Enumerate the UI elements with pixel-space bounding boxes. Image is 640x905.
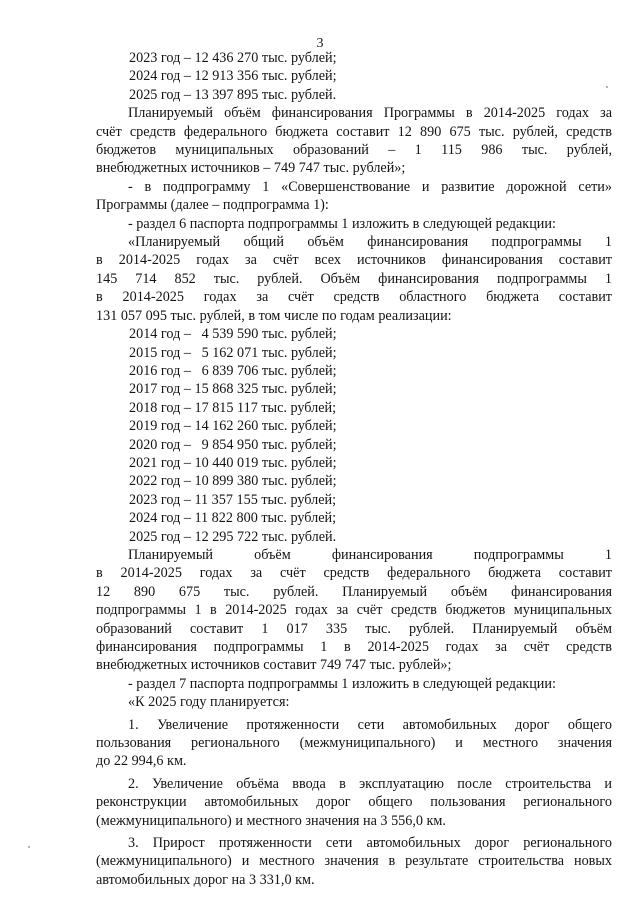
- page-number: 3: [316, 36, 324, 51]
- section-7-instruction: - раздел 7 паспорта подпрограммы 1 изложить в следующей редакции:: [128, 675, 556, 692]
- text-line: до 22 994,6 км.: [96, 753, 187, 770]
- program-funding-paragraph: [96, 104, 612, 178]
- text-line: внебюджетных источников составит 749 747 тыс. рублей»;: [96, 657, 452, 674]
- text-line: счёт средств федерального бюджета составит 12 890 675 тыс. рублей, средств: [96, 123, 612, 140]
- text-line: в 2014-2025 годах за счёт всех источников финансирования составит: [96, 252, 612, 269]
- text-line: реконструкции автомобильных дорог общего пользования регионального: [96, 794, 612, 811]
- year-line: 2017 год – 15 868 325 тыс. рублей;: [129, 381, 337, 398]
- text-line: автомобильных дорог на 3 331,0 км.: [96, 871, 315, 888]
- plan-point-1: [96, 716, 612, 771]
- intro-year-list: [96, 49, 612, 104]
- year-line: 2024 год – 11 822 800 тыс. рублей;: [129, 510, 337, 527]
- year-line: 2023 год – 12 436 270 тыс. рублей;: [129, 50, 337, 66]
- text-line: 12 890 675 тыс. рублей. Планируемый объём финансирования: [96, 583, 612, 600]
- text-line: 131 057 095 тыс. рублей, в том числе по годам реализации:: [96, 307, 452, 324]
- text-line: бюджетов муниципальных образований – 1 115 986 тыс. рублей,: [96, 142, 612, 159]
- subprogram-funding-paragraph: [96, 233, 612, 325]
- subprogram-amendment: [96, 178, 612, 215]
- plan-point-2: [96, 775, 612, 830]
- text-line: подпрограммы 1 в 2014-2025 годах за счёт средств бюджетов муниципальных: [96, 602, 612, 619]
- text-line: финансирования подпрограммы 1 в 2014-2025 годах за счёт средств: [96, 639, 612, 655]
- text-line: Планируемый объём финансирования Программы в 2014-2025 годах за: [128, 105, 612, 122]
- document-body: [96, 49, 612, 889]
- year-line: 2022 год – 10 899 380 тыс. рублей;: [129, 473, 337, 490]
- other-sources-paragraph: [96, 546, 612, 675]
- text-line: 3. Прирост протяженности сети автомобильных дорог регионального: [128, 835, 612, 852]
- year-line: 2018 год – 17 815 117 тыс. рублей;: [129, 399, 337, 416]
- text-line: в 2014-2025 годах за счёт средств федерального бюджета составит: [96, 565, 612, 582]
- text-line: (межмуниципального) и местного значения в результате строительства новых: [96, 853, 612, 870]
- subprogram-year-list: [96, 325, 612, 546]
- year-line: 2024 год – 12 913 356 тыс. рублей;: [129, 68, 337, 85]
- text-line: внебюджетных источников – 749 747 тыс. рублей»;: [96, 160, 406, 177]
- text-line: «Планируемый общий объём финансирования подпрограммы 1: [128, 234, 612, 251]
- year-line: 2019 год – 14 162 260 тыс. рублей;: [129, 418, 337, 435]
- text-line: - в подпрограмму 1 «Совершенствование и развитие дорожной сети»: [128, 178, 612, 195]
- year-line: 2020 год – 9 854 950 тыс. рублей;: [129, 436, 337, 453]
- text-line: образований составит 1 017 335 тыс. рублей. Планируемый объём: [96, 620, 612, 637]
- text-line: Планируемый объём финансирования подпрограммы 1: [128, 546, 612, 563]
- year-line: 2025 год – 12 295 722 тыс. рублей.: [129, 528, 337, 545]
- text-line: (межмуниципального) и местного значения на 3 556,0 км.: [96, 812, 446, 829]
- year-line: 2016 год – 6 839 706 тыс. рублей;: [129, 362, 337, 379]
- section-6-instruction: - раздел 6 паспорта подпрограммы 1 изложить в следующей редакции:: [128, 215, 556, 232]
- year-line: 2025 год – 13 397 895 тыс. рублей.: [129, 86, 337, 103]
- year-line: 2014 год – 4 539 590 тыс. рублей;: [129, 326, 337, 343]
- text-line: в 2014-2025 годах за счёт средств областного бюджета составит: [96, 289, 612, 306]
- scan-speck: [28, 846, 30, 848]
- text-line: Программы (далее – подпрограмма 1):: [96, 197, 329, 214]
- plan-point-3: [96, 834, 612, 889]
- text-line: пользования регионального (межмуниципального) и местного значения: [96, 735, 612, 752]
- year-line: 2021 год – 10 440 019 тыс. рублей;: [129, 454, 337, 471]
- text-line: 2. Увеличение объёма ввода в эксплуатацию после строительства и: [128, 775, 612, 792]
- year-line: 2023 год – 11 357 155 тыс. рублей;: [129, 491, 337, 508]
- text-line: 1. Увеличение протяженности сети автомобильных дорог общего: [128, 716, 612, 733]
- year-line: 2015 год – 5 162 071 тыс. рублей;: [129, 344, 337, 361]
- text-line: 145 714 852 тыс. рублей. Объём финансирования подпрограммы 1: [96, 270, 612, 287]
- plan-intro: «К 2025 году планируется:: [128, 694, 290, 711]
